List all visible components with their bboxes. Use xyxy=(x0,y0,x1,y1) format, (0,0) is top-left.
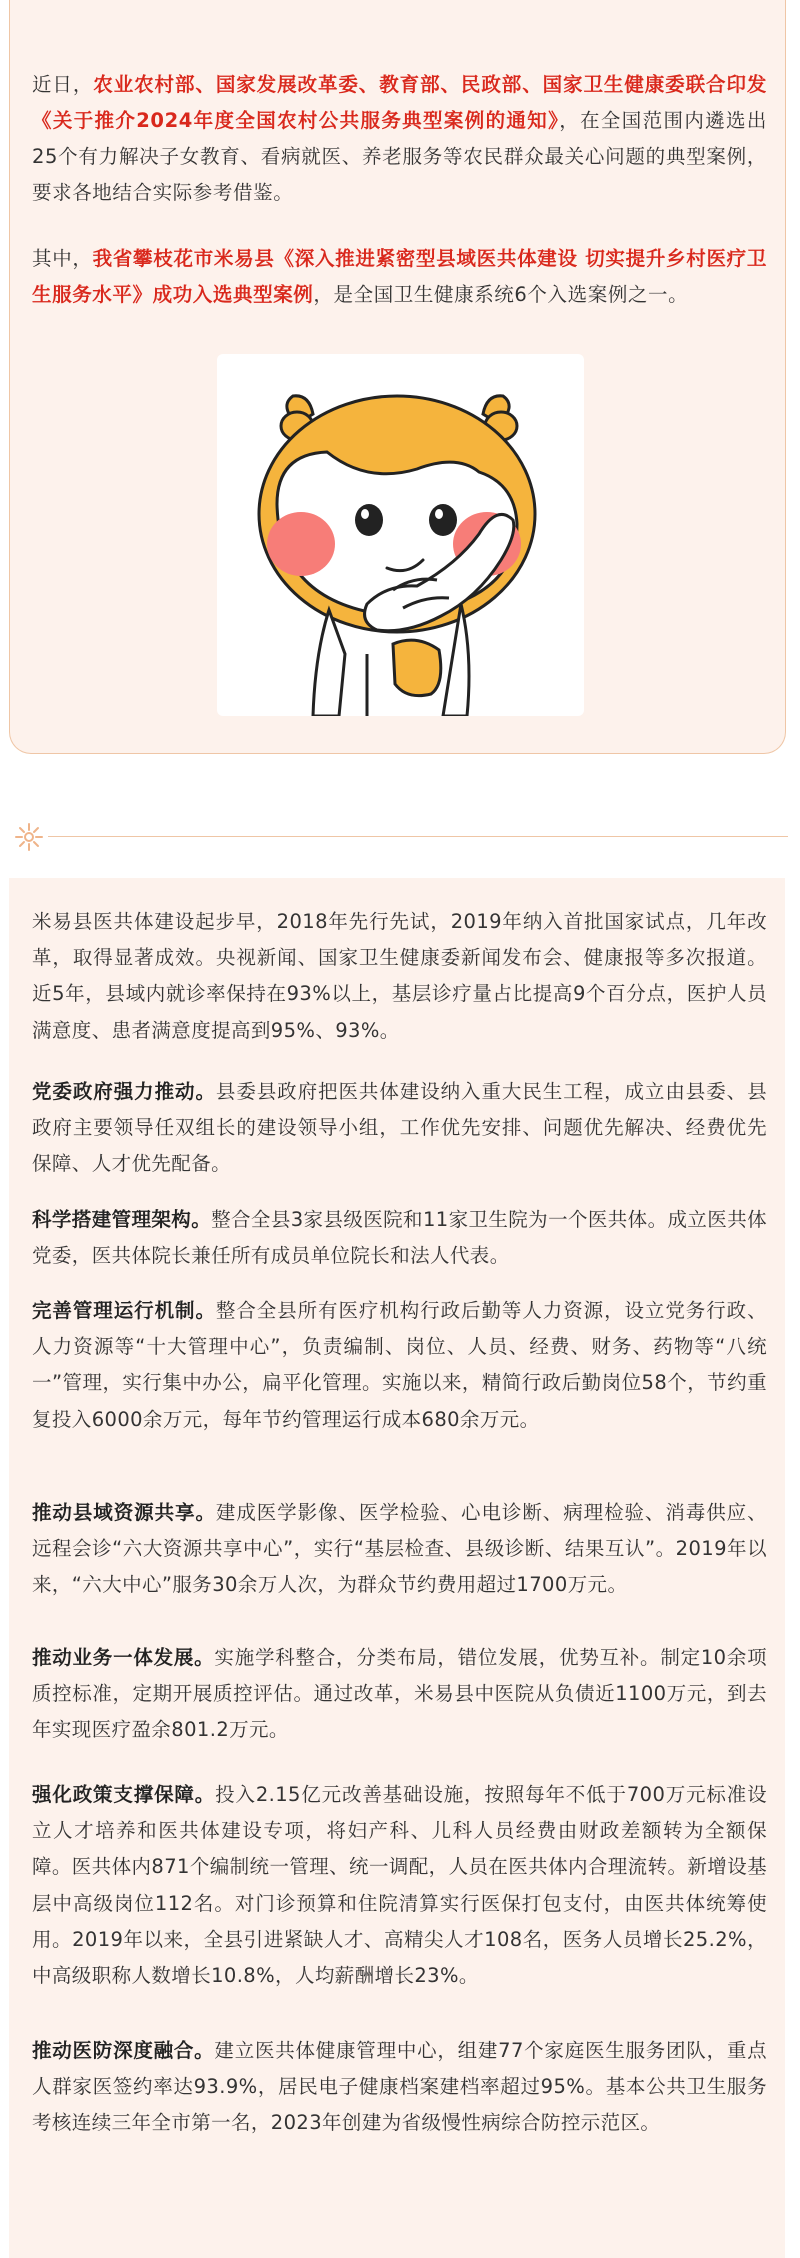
content-paragraph xyxy=(32,1495,767,1604)
paragraph-text: 建成医学影像、医学检验、心电诊断、病理检验、消毒供应、远程会诊“六大资源共享中心”，实行“基层检查、县级诊断、结果互认”。2019年以来，“六大中心”服务30余万人次，为群众节约费用超过1700万元。 xyxy=(32,1501,767,1597)
content-paragraph xyxy=(32,904,767,1049)
paragraph-lead: 推动业务一体发展。 xyxy=(32,1646,215,1669)
paragraph-lead: 推动县域资源共享。 xyxy=(32,1501,216,1524)
cartoon-girl-waving-icon xyxy=(217,354,584,716)
content-paragraph xyxy=(32,1202,767,1274)
content-paragraph xyxy=(32,1074,767,1183)
content-card xyxy=(9,878,785,2258)
sun-ornament-icon xyxy=(14,822,44,852)
intro-text: ，是全国卫生健康系统6个入选案例之一。 xyxy=(313,283,689,306)
intro-paragraph-2 xyxy=(32,241,767,313)
intro-paragraph-1 xyxy=(32,67,767,211)
intro-highlight: 农业农村部、国家发展改革委、教育部、民政部、国家卫生健康委联合印发《关于推介2024年度全国农村公共服务典型案例的通知》 xyxy=(32,73,767,132)
paragraph-lead: 党委政府强力推动。 xyxy=(32,1080,216,1103)
intro-card xyxy=(9,0,786,754)
paragraph-lead: 科学搭建管理架构。 xyxy=(32,1208,212,1231)
content-paragraph xyxy=(32,1777,767,1994)
paragraph-text: 整合全县所有医疗机构行政后勤等人力资源，设立党务行政、人力资源等“十大管理中心”，负责编制、岗位、人员、经费、财务、药物等“八统一”管理，实行集中办公，扁平化管理。实施以来，精简行政后勤岗位58个，节约重复投入6000余万元，每年节约管理运行成本680余万元。 xyxy=(32,1299,767,1431)
paragraph-text: 实施学科整合，分类布局，错位发展，优势互补。制定10余项质控标准，定期开展质控评估。通过改革，米易县中医院从负债近1100万元，到去年实现医疗盈余801.2万元。 xyxy=(32,1646,767,1742)
paragraph-lead: 完善管理运行机制。 xyxy=(32,1299,216,1322)
content-paragraph xyxy=(32,1293,767,1438)
section-divider xyxy=(48,836,788,837)
paragraph-text: 投入2.15亿元改善基础设施，按照每年不低于700万元标准设立人才培养和医共体建设专项，将妇产科、儿科人员经费由财政差额转为全额保障。医共体内871个编制统一管理、统一调配，人员在医共体内合理流转。新增设基层中高级岗位112名。对门诊预算和住院清算实行医保打包支付，由医共体统筹使用。2019年以来，全县引进紧缺人才、高精尖人才108名，医务人员增长25.2%，中高级职称人数增长10.8%，人均薪酬增长23%。 xyxy=(32,1783,767,1988)
paragraph-text: 整合全县3家县级医院和11家卫生院为一个医共体。成立医共体党委，医共体院长兼任所有成员单位院长和法人代表。 xyxy=(32,1208,767,1268)
paragraph-text: 米易县医共体建设起步早，2018年先行先试，2019年纳入首批国家试点，几年改革，取得显著成效。央视新闻、国家卫生健康委新闻发布会、健康报等多次报道。近5年，县域内就诊率保持在93%以上，基层诊疗量占比提高9个百分点，医护人员满意度、患者满意度提高到95%、93%。 xyxy=(32,910,767,1042)
paragraph-text: 建立医共体健康管理中心，组建77个家庭医生服务团队，重点人群家医签约率达93.9%，居民电子健康档案建档率超过95%。基本公共卫生服务考核连续三年全市第一名，2023年创建为省级慢性病综合防控示范区。 xyxy=(32,2039,767,2135)
paragraph-lead: 强化政策支撑保障。 xyxy=(32,1783,216,1806)
intro-text: 近日， xyxy=(32,73,94,96)
paragraph-text: 县委县政府把医共体建设纳入重大民生工程，成立由县委、县政府主要领导任双组长的建设领导小组，工作优先安排、问题优先解决、经费优先保障、人才优先配备。 xyxy=(32,1080,767,1176)
content-paragraph xyxy=(32,2033,767,2142)
intro-highlight: 我省攀枝花市米易县《深入推进紧密型县域医共体建设 切实提升乡村医疗卫生服务水平》成功入选典型案例 xyxy=(32,247,767,306)
paragraph-lead: 推动医防深度融合。 xyxy=(32,2039,215,2062)
content-paragraph xyxy=(32,1640,767,1749)
intro-text: ，在全国范围内遴选出25个有力解决子女教育、看病就医、养老服务等农民群众最关心问题的典型案例，要求各地结合实际参考借鉴。 xyxy=(32,109,767,204)
intro-text: 其中， xyxy=(32,247,93,270)
